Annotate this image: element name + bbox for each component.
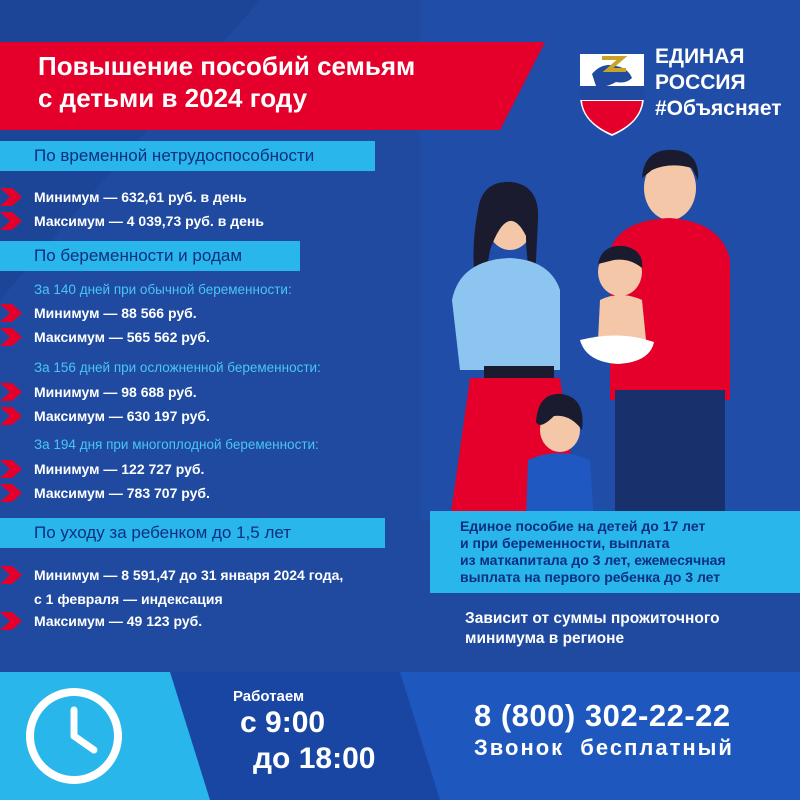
info-line-2: и при беременности, выплата bbox=[460, 535, 670, 551]
brand-line-1: ЕДИНАЯ bbox=[655, 45, 745, 68]
maternity-normal-label: За 140 дней при обычной беременности: bbox=[34, 282, 292, 297]
chevron-right-icon bbox=[0, 212, 22, 230]
info-line-1: Единое пособие на детей до 17 лет bbox=[460, 518, 706, 534]
maternity-complicated-min: Минимум — 98 688 руб. bbox=[34, 384, 197, 400]
note-line-2: минимума в регионе bbox=[465, 630, 625, 647]
maternity-normal-max: Максимум — 565 562 руб. bbox=[34, 329, 210, 345]
info-text bbox=[460, 518, 790, 586]
childcare-max: Максимум — 49 123 руб. bbox=[34, 613, 203, 629]
maternity-complicated-max: Максимум — 630 197 руб. bbox=[34, 408, 210, 424]
clock-icon bbox=[20, 682, 128, 790]
chevron-right-icon bbox=[0, 566, 22, 584]
section-heading-sick-leave: По временной нетрудоспособности bbox=[0, 141, 375, 171]
section-heading-maternity: По беременности и родам bbox=[0, 241, 300, 271]
phone-number[interactable]: 8 (800) 302-22-22 bbox=[474, 698, 731, 733]
chevron-right-icon bbox=[0, 304, 22, 322]
sick-leave-max: Максимум — 4 039,73 руб. в день bbox=[34, 213, 264, 229]
maternity-multiple-max: Максимум — 783 707 руб. bbox=[34, 485, 210, 501]
childcare-min-line-2: с 1 февраля — индексация bbox=[34, 591, 223, 607]
chevron-right-icon bbox=[0, 188, 22, 206]
sick-leave-min: Минимум — 632,61 руб. в день bbox=[34, 189, 247, 205]
hours-to: до 18:00 bbox=[253, 742, 376, 775]
section-heading-childcare: По уходу за ребенком до 1,5 лет bbox=[0, 518, 385, 548]
note-line-1: Зависит от суммы прожиточного bbox=[465, 610, 720, 627]
chevron-right-icon bbox=[0, 407, 22, 425]
chevron-right-icon bbox=[0, 383, 22, 401]
title-line-2: с детьми в 2024 году bbox=[38, 83, 308, 113]
page-title bbox=[38, 50, 518, 114]
chevron-right-icon bbox=[0, 460, 22, 478]
phone-note: Звонок бесплатный bbox=[474, 735, 734, 760]
hours-label: Работаем bbox=[233, 688, 305, 705]
maternity-complicated-label: За 156 дней при осложненной беременности: bbox=[34, 360, 321, 375]
maternity-normal-min: Минимум — 88 566 руб. bbox=[34, 305, 197, 321]
maternity-multiple-min: Минимум — 122 727 руб. bbox=[34, 461, 205, 477]
bear-flag-logo-icon bbox=[572, 44, 652, 139]
chevron-right-icon bbox=[0, 484, 22, 502]
childcare-min-line-1: Минимум — 8 591,47 до 31 января 2024 года, bbox=[34, 567, 344, 583]
brand-line-2: РОССИЯ bbox=[655, 71, 746, 94]
family-illustration bbox=[430, 140, 800, 520]
maternity-multiple-label: За 194 дня при многоплодной беременности: bbox=[34, 437, 319, 452]
chevron-right-icon bbox=[0, 328, 22, 346]
chevron-right-icon bbox=[0, 612, 22, 630]
hours-from: с 9:00 bbox=[240, 706, 326, 739]
info-line-4: выплата на первого ребенка до 3 лет bbox=[460, 569, 721, 585]
brand-hashtag: #Объясняет bbox=[655, 97, 782, 120]
info-line-3: из маткапитала до 3 лет, ежемесячная bbox=[460, 552, 726, 568]
title-line-1: Повышение пособий семьям bbox=[38, 51, 416, 81]
note-text bbox=[465, 609, 785, 649]
brand-text bbox=[655, 44, 795, 122]
